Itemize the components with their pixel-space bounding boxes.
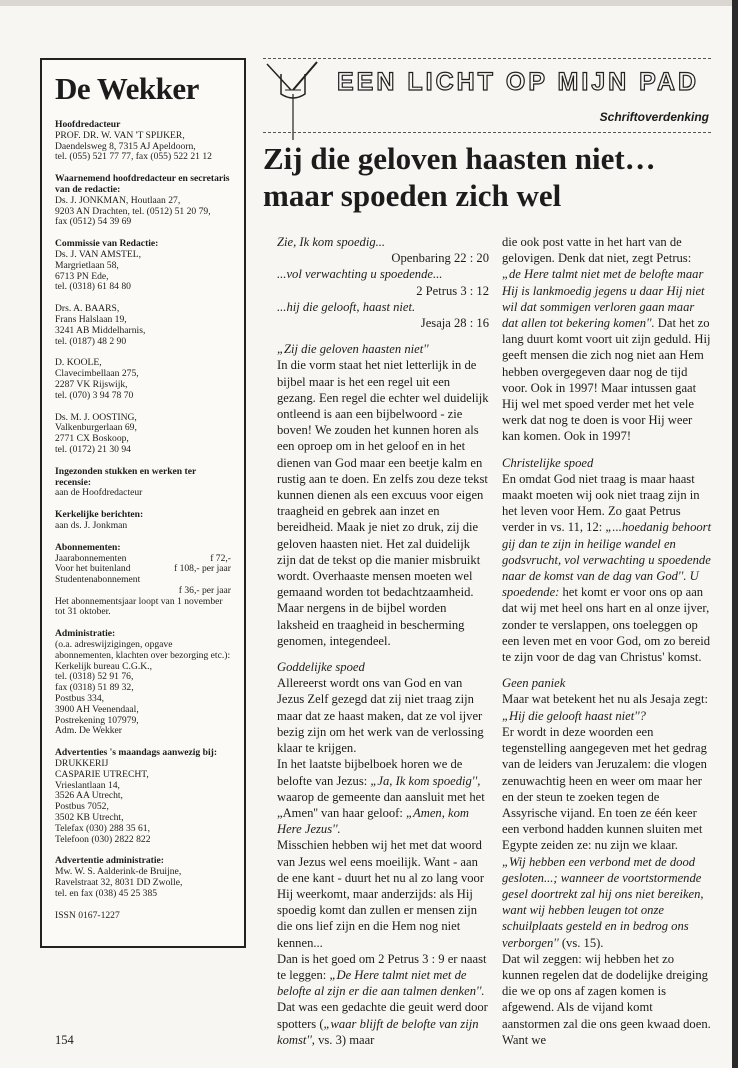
colophon-line: 3526 AA Utrecht, bbox=[55, 790, 123, 802]
colophon-block bbox=[55, 911, 231, 922]
colophon-line: aan de Hoofdredacteur bbox=[55, 487, 143, 499]
colophon-line: Mw. W. S. Aalderink-de Bruijne, bbox=[55, 866, 182, 878]
price-label: Studentenabonnement bbox=[55, 574, 141, 586]
colophon-line: ISSN 0167-1227 bbox=[55, 909, 120, 921]
colophon-line: tel. (055) 521 77 77, fax (055) 522 21 12 bbox=[55, 151, 212, 163]
paragraph: Dat wil zeggen: wij hebben het zo kunnen regelen dat de dodelijke dreiging die we op ons af zagen komen is afgewend. Als de vijand komt aanstormen zal die ons geen kwaad doen. Want we bbox=[502, 951, 711, 1047]
verse-reference: Jesaja 28 : 16 bbox=[420, 316, 489, 331]
colophon-line: fax (0512) 54 39 69 bbox=[55, 216, 132, 228]
header-rule-top bbox=[263, 58, 711, 59]
colophon-line: Postbus 7052, bbox=[55, 801, 109, 813]
price-value: f 108,- per jaar bbox=[173, 563, 231, 575]
scan-right-edge bbox=[732, 0, 738, 1068]
colophon-line: Ds. J. VAN AMSTEL, bbox=[55, 248, 142, 260]
colophon-line: tel. (0187) 48 2 90 bbox=[55, 335, 127, 347]
colophon-line: 2771 CX Boskoop, bbox=[55, 433, 129, 445]
colophon-heading: Kerkelijke berichten: bbox=[55, 509, 144, 521]
colophon-block bbox=[55, 856, 231, 899]
colophon-line: tel. en fax (038) 45 25 385 bbox=[55, 887, 158, 899]
verse-reference: 2 Petrus 3 : 12 bbox=[416, 283, 489, 298]
subscriptions-heading: Abonnementen: bbox=[55, 541, 121, 553]
colophon-block bbox=[55, 358, 231, 401]
subscriptions-block bbox=[55, 543, 231, 619]
price-label: Voor het buitenland bbox=[55, 563, 131, 575]
colophon-line: tel. (0318) 52 91 76, bbox=[55, 671, 134, 683]
colophon-line: Clavecimbellaan 275, bbox=[55, 368, 139, 380]
colophon-line: CASPARIE UTRECHT, bbox=[55, 768, 149, 780]
lamp-logo-icon bbox=[263, 60, 321, 140]
colophon-line: PROF. DR. W. VAN 'T SPIJKER, bbox=[55, 129, 185, 141]
paragraph: Allereerst wordt ons van God en van Jezus Zelf gezegd dat zij niet traag zijn maar dat ze haast maken, dat ze vol ijver bezig zijn om het werk van de verlossing klaar te krijgen. bbox=[277, 676, 484, 756]
page-number: 154 bbox=[55, 1033, 74, 1047]
colophon-line: 3900 AH Veenendaal, bbox=[55, 703, 139, 715]
paragraph: Misschien hebben wij het met dat woord van Jezus wel eens moeilijk. Want - aan de ene kant - duurt het nu al zo lang voor Hij weerkomt, maar anderzijds: als Hij spoedig komt dan zullen er mensen zijn die ons lief zijn en die Hem nog niet kennen... bbox=[277, 838, 485, 950]
colophon-line: Telefax (030) 288 35 61, bbox=[55, 822, 150, 834]
article-title: Zij die geloven haasten niet… maar spoeden zich wel bbox=[263, 141, 656, 213]
subheading-christelijke-spoed: Christelijke spoed bbox=[502, 455, 594, 470]
colophon-line: Vrieslantlaan 14, bbox=[55, 779, 120, 791]
price-value: f 72,- bbox=[210, 552, 231, 564]
colophon-line: D. KOOLE, bbox=[55, 357, 102, 369]
colophon-line: DRUKKERIJ bbox=[55, 758, 109, 770]
paragraph: Dan is het goed om 2 Petrus 3 : 9 er naast te leggen: „De Here talmt niet met de belofte al zijn er die aan talmen denken''. Dat was een gedachte die geuit werd door spotters („waar blijft de belofte van zijn komst'', vs. 3) maar bbox=[277, 951, 488, 1047]
colophon-heading: Hoofdredacteur bbox=[55, 119, 121, 130]
colophon-line: aan ds. J. Jonkman bbox=[55, 519, 128, 531]
colophon-line: Postrekening 107979, bbox=[55, 714, 139, 726]
colophon-block bbox=[55, 174, 231, 228]
colophon-line: (o.a. adreswijzigingen, opgave abonnementen, klachten over bezorging etc.): bbox=[55, 639, 231, 661]
paragraph: En omdat God niet traag is maar haast maakt moeten wij ook niet traag zijn in het leven voor Hem. Zo gaat Petrus verder in vs. 11, 12: „...hoedanig behoort gij dan te zijn in heilige wandel en godsvrucht, vol verwachting u spoedende naar de komst van de dag van God''. U spoedende: het komt er voor ons op aan dat wij met heel ons hart en al onze ijver, zonder te verslappen, ons toeleggen op een leven met en voor God, om zo bereid te zijn voor de dag van Christus' komst. bbox=[502, 471, 712, 665]
verse-reference: Openbaring 22 : 20 bbox=[391, 251, 489, 266]
article-column-1 bbox=[277, 234, 489, 1048]
colophon-heading: Advertentie administratie: bbox=[55, 855, 164, 867]
subheading-1: „Zij die geloven haasten niet'' bbox=[277, 342, 429, 357]
paragraph: In die vorm staat het niet letterlijk in de bijbel maar is het een regel uit een gezang. Een regel die echter wel duidelijk ontleend is aan een bijbelwoord - zie boven! We zouden het kunnen horen als een oproep om in het geloof en in het dienen van God maar een beetje kalm en rustig aan te doen. En zelfs zou deze tekst kunnen dienen als een excuus voor eigen traagheid en gebrek aan inzet en bereidheid. Maak je niet zo druk, zij die geloven haasten niet. Het zal duidelijk zijn dat de tekst op die manier misbruikt wordt. Overhaaste mensen moeten wel gemaand worden tot bedachtzaamheid. Maar nergens in de bijbel worden laksheid en traagheid in bescherming genomen, integendeel. bbox=[277, 358, 489, 648]
colophon-line: Margrietlaan 58, bbox=[55, 259, 119, 271]
section-label: Schriftoverdenking bbox=[599, 110, 709, 124]
colophon-block bbox=[55, 239, 231, 293]
colophon-line: Ravelstraat 32, 8031 DD Zwolle, bbox=[55, 877, 183, 889]
scan-top-edge bbox=[0, 0, 738, 6]
subscription-note: Het abonnementsjaar loopt van 1 november tot 31 oktober. bbox=[55, 595, 223, 618]
colophon-heading: Administratie: bbox=[55, 628, 116, 640]
colophon-block bbox=[55, 413, 231, 456]
colophon-line: Valkenburgerlaan 69, bbox=[55, 422, 137, 434]
colophon-heading: Ingezonden stukken en werken ter recensie: bbox=[55, 465, 197, 488]
magazine-logo: De Wekker bbox=[55, 71, 199, 106]
colophon-line: tel. (0172) 21 30 94 bbox=[55, 443, 131, 455]
colophon-line: Daendelsweg 8, 7315 AJ Apeldoorn, bbox=[55, 140, 196, 152]
price-rows bbox=[55, 554, 231, 597]
article-column-2 bbox=[502, 234, 712, 1048]
colophon-heading: Commissie van Redactie: bbox=[55, 238, 159, 250]
subheading-goddelijke-spoed: Goddelijke spoed bbox=[277, 660, 365, 675]
colophon-block bbox=[55, 467, 231, 499]
colophon-block bbox=[55, 748, 231, 845]
colophon-heading: Advertenties 's maandags aanwezig bij: bbox=[55, 747, 218, 759]
price-value: f 36,- per jaar bbox=[178, 584, 231, 596]
verse-text: ...vol verwachting u spoedende... bbox=[277, 267, 443, 282]
paragraph: Er wordt in deze woorden een tegenstelling aangegeven met het gedrag van de leiders van Jeruzalem: die vlogen zenuwachtig heen en weer om maar her en der steun te zoeken tegen de Assyrische vijand. En toen ze één keer een verbond hadden kunnen sluiten met Egypte zeiden ze: nu zijn we klaar. bbox=[502, 724, 707, 853]
colophon-blocks bbox=[55, 120, 231, 532]
colophon-box bbox=[40, 58, 246, 948]
subheading-geen-paniek: Geen paniek bbox=[502, 676, 566, 691]
paragraph: „Wij hebben een verbond met de dood gesloten...; wanneer de voortstormende gesel doortrekt zal hij ons niet bereiken, want wij hebben leugen tot onze schuilplaats gesteld en in bedrog ons verborgen'' (vs. 15). bbox=[502, 854, 704, 950]
colophon-block bbox=[55, 629, 231, 737]
colophon-line: 3241 AB Middelharnis, bbox=[55, 324, 146, 336]
colophon-block bbox=[55, 120, 231, 163]
paragraph: In het laatste bijbelboek horen we de belofte van Jezus: „Ja, Ik kom spoedig'', waarop de gemeente dan aansluit met het „Amen'' van haar geloof: „Amen, kom Here Jezus''. bbox=[277, 757, 485, 837]
price-label: Jaarabonnementen bbox=[55, 552, 127, 564]
colophon-line: Kerkelijk bureau C.G.K., bbox=[55, 660, 152, 672]
colophon-line: Telefoon (030) 2822 822 bbox=[55, 833, 151, 845]
verse-text: Zie, Ik kom spoedig... bbox=[277, 235, 386, 249]
colophon-line: 9203 AN Drachten, tel. (0512) 51 20 79, bbox=[55, 205, 211, 217]
colophon-line: tel. (070) 3 94 78 70 bbox=[55, 389, 134, 401]
colophon-line: 6713 PN Ede, bbox=[55, 270, 109, 282]
colophon-line: Ds. M. J. OOSTING, bbox=[55, 411, 137, 423]
colophon-heading: Waarnemend hoofdredacteur en secretaris van de redactie: bbox=[55, 173, 230, 195]
colophon-line: tel. (0318) 61 84 80 bbox=[55, 281, 131, 293]
colophon-block bbox=[55, 510, 231, 532]
colophon-line: Drs. A. BAARS, bbox=[55, 303, 120, 315]
paragraph: Maar wat betekent het nu als Jesaja zegt: „Hij die gelooft haast niet''? bbox=[502, 692, 708, 723]
column-header bbox=[263, 58, 711, 138]
colophon-line: Adm. De Wekker bbox=[55, 725, 122, 737]
paragraph: die ook post vatte in het hart van de gelovigen. Denk dat niet, zegt Petrus: „de Here talmt niet met de belofte maar Hij is lankmoedig jegens u daar Hij niet wil dat sommigen verloren gaan maar dat allen tot bekering komen''. Dat het zo lang duurt komt voort uit zijn geduld. Hij geeft mensen die zich nog niet aan Hem hebben overgegeven daar nog de tijd voor. Ook in 1997! Maar intussen gaat Hij wel met spoed verder met het vele werk dat nog te doen is voor Hij weer kan komen. Ook in 1997! bbox=[502, 235, 711, 444]
colophon-line: 2287 VK Rijswijk, bbox=[55, 378, 128, 390]
colophon-line: fax (0318) 51 89 32, bbox=[55, 682, 134, 694]
header-rule-bottom bbox=[263, 132, 711, 133]
colophon-block bbox=[55, 304, 231, 347]
verse-text: ...hij die gelooft, haast niet. bbox=[277, 299, 416, 314]
banner-title: EEN LICHT OP MIJN PAD bbox=[337, 68, 700, 96]
colophon-line: Ds. J. JONKMAN, Houtlaan 27, bbox=[55, 194, 181, 206]
colophon-blocks-2 bbox=[55, 629, 231, 921]
colophon-line: 3502 KB Utrecht, bbox=[55, 812, 124, 824]
colophon-line: Postbus 334, bbox=[55, 693, 105, 705]
colophon-line: Frans Halslaan 19, bbox=[55, 313, 127, 325]
epigraph-verses bbox=[277, 234, 489, 331]
